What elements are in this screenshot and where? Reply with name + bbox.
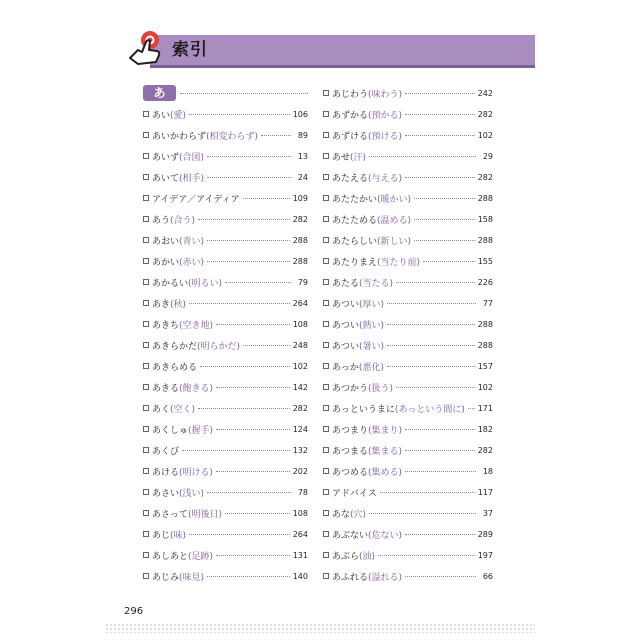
entry-page: 117	[477, 487, 493, 497]
index-entry	[143, 337, 308, 353]
entry-reading: あつい	[332, 341, 360, 352]
entry-kanji: ( 預ける )	[368, 129, 402, 142]
entry-page: 18	[482, 466, 493, 476]
entry-reading: あさい	[152, 488, 180, 499]
index-entry	[143, 232, 308, 248]
entry-kanji: ( 空く )	[170, 402, 195, 415]
entry-kanji: ( 秋 )	[170, 297, 186, 310]
leader-dots	[396, 282, 475, 283]
checkbox[interactable]	[143, 258, 149, 264]
index-entry	[143, 169, 308, 185]
entry-page: 142	[292, 382, 308, 392]
entry-page: 288	[477, 340, 493, 350]
entry-reading: あぶない	[332, 530, 369, 541]
index-entry	[143, 463, 308, 479]
index-title: 索引	[172, 40, 208, 60]
leader-dots	[216, 471, 290, 472]
entry-page: 248	[292, 340, 308, 350]
leader-dots	[414, 198, 475, 199]
checkbox[interactable]	[143, 510, 149, 516]
entry-kanji: ( 温める )	[377, 213, 411, 226]
hand-pointer-icon	[124, 28, 170, 68]
entry-kanji: ( 味見 )	[179, 570, 204, 583]
checkbox[interactable]	[323, 195, 329, 201]
entry-page: 78	[297, 487, 308, 497]
entry-reading: あしあと	[152, 551, 189, 562]
checkbox[interactable]	[323, 552, 329, 558]
entry-page: 202	[292, 466, 308, 476]
leader-dots	[380, 492, 475, 493]
entry-kanji: ( 合う )	[170, 213, 195, 226]
checkbox[interactable]	[323, 447, 329, 453]
entry-page: 102	[477, 382, 493, 392]
entry-reading: あな	[332, 509, 351, 520]
entry-page: 66	[482, 571, 493, 581]
entry-reading: あつまり	[332, 425, 369, 436]
leader-dots	[423, 261, 475, 262]
index-entry	[323, 484, 493, 500]
index-entry	[143, 568, 308, 584]
checkbox[interactable]	[323, 342, 329, 348]
checkbox[interactable]	[323, 111, 329, 117]
index-entry	[143, 421, 308, 437]
checkbox[interactable]	[143, 300, 149, 306]
index-entry	[323, 232, 493, 248]
checkbox[interactable]	[143, 489, 149, 495]
checkbox[interactable]	[143, 237, 149, 243]
entry-reading: あっか	[332, 362, 359, 373]
entry-kanji: ( 悪化 )	[359, 360, 384, 373]
entry-kanji: ( 当たる )	[359, 276, 393, 289]
leader-dots	[182, 450, 290, 451]
index-entry	[323, 106, 493, 122]
checkbox[interactable]	[323, 237, 329, 243]
entry-reading: あかるい	[152, 278, 189, 289]
entry-reading: あくび	[152, 446, 180, 457]
index-entry	[323, 379, 493, 395]
index-entry	[143, 526, 308, 542]
leader-dots	[225, 282, 291, 283]
section-badge-a: あ	[143, 85, 176, 101]
index-entry	[143, 379, 308, 395]
entry-reading: あたえる	[332, 173, 369, 184]
index-entry	[323, 253, 493, 269]
entry-reading: あせ	[332, 152, 351, 163]
entry-kanji: ( 当たり前 )	[377, 255, 420, 268]
entry-reading: あく	[152, 404, 171, 415]
entry-page: 102	[292, 361, 308, 371]
entry-kanji: ( 預かる )	[368, 108, 402, 121]
entry-kanji: ( 油 )	[359, 549, 375, 562]
index-entry	[143, 253, 308, 269]
entry-page: 264	[292, 298, 308, 308]
leader-dots	[414, 240, 475, 241]
leader-dots	[405, 93, 475, 94]
index-entry	[143, 127, 308, 143]
index-entry	[143, 190, 308, 206]
entry-kanji: ( 浅い )	[179, 486, 204, 499]
entry-reading: あずける	[332, 131, 369, 142]
leader-dots	[405, 471, 476, 472]
checkbox[interactable]	[143, 321, 149, 327]
entry-reading: あさって	[152, 509, 189, 520]
checkbox[interactable]	[323, 384, 329, 390]
entry-kanji: ( 与える )	[368, 171, 402, 184]
index-entry	[323, 316, 493, 332]
entry-page: 282	[292, 403, 308, 413]
entry-kanji: ( 明ける )	[179, 465, 213, 478]
entry-reading: あつい	[332, 299, 360, 310]
entry-reading: アドバイス	[332, 488, 377, 499]
checkbox[interactable]	[323, 300, 329, 306]
index-entry	[143, 316, 308, 332]
entry-kanji: ( 相手 )	[179, 171, 204, 184]
checkbox[interactable]	[323, 258, 329, 264]
leader-dots	[243, 345, 290, 346]
entry-kanji: ( 新しい )	[377, 234, 411, 247]
leader-dots	[207, 492, 291, 493]
entry-reading: あつまる	[332, 446, 369, 457]
entry-page: 29	[482, 151, 493, 161]
entry-page: 288	[477, 319, 493, 329]
index-entry	[323, 148, 493, 164]
leader-dots	[225, 513, 290, 514]
leader-dots	[198, 219, 290, 220]
entry-reading: あける	[152, 467, 180, 478]
entry-kanji: ( 明るい )	[188, 276, 222, 289]
checkbox[interactable]	[323, 426, 329, 432]
checkbox[interactable]	[323, 321, 329, 327]
checkbox[interactable]	[323, 279, 329, 285]
leader-dots	[216, 429, 290, 430]
index-entry	[323, 463, 493, 479]
leader-dots	[261, 135, 291, 136]
leader-dots	[200, 366, 290, 367]
leader-dots	[216, 387, 290, 388]
entry-reading: あっというまに	[332, 404, 395, 415]
entry-page: 77	[482, 298, 493, 308]
leader-dots	[396, 387, 475, 388]
index-entry	[323, 337, 493, 353]
leader-dots	[405, 114, 475, 115]
entry-reading: あきち	[152, 320, 180, 331]
entry-page: 282	[477, 109, 493, 119]
entry-page: 158	[477, 214, 493, 224]
entry-page: 182	[477, 424, 493, 434]
entry-reading: あたためる	[332, 215, 378, 226]
entry-page: 109	[292, 193, 308, 203]
entry-page: 288	[477, 193, 493, 203]
entry-kanji: ( 青い )	[179, 234, 204, 247]
entry-kanji: ( 味 )	[170, 528, 186, 541]
leader-dots	[198, 408, 290, 409]
entry-reading: あきらめる	[152, 362, 198, 373]
index-entry	[143, 358, 308, 374]
index-entry	[323, 547, 493, 563]
index-entry	[323, 400, 493, 416]
index-entry	[323, 127, 493, 143]
checkbox[interactable]	[323, 174, 329, 180]
checkbox[interactable]	[323, 468, 329, 474]
entry-kanji: ( 穴 )	[350, 507, 366, 520]
entry-kanji: ( 集まり )	[368, 423, 402, 436]
index-entry	[143, 148, 308, 164]
entry-kanji: ( 熱い )	[359, 318, 384, 331]
checkbox[interactable]	[323, 153, 329, 159]
entry-reading: あくしゅ	[152, 425, 189, 436]
page-number: 296	[124, 606, 144, 617]
entry-reading: あきらかだ	[152, 341, 198, 352]
leader-dots	[405, 534, 475, 535]
checkbox[interactable]	[323, 489, 329, 495]
entry-page: 157	[477, 361, 493, 371]
checkbox[interactable]	[143, 552, 149, 558]
checkbox[interactable]	[323, 531, 329, 537]
entry-page: 140	[292, 571, 308, 581]
entry-kanji: ( 赤い )	[179, 255, 204, 268]
entry-page: 124	[292, 424, 308, 434]
index-entry	[143, 274, 308, 290]
index-entry	[143, 547, 308, 563]
leader-dots	[369, 513, 476, 514]
index-entry	[323, 421, 493, 437]
entry-reading: あたる	[332, 278, 360, 289]
entry-page: 108	[292, 508, 308, 518]
entry-page: 282	[477, 172, 493, 182]
checkbox[interactable]	[323, 90, 329, 96]
checkbox[interactable]	[323, 573, 329, 579]
checkbox[interactable]	[143, 342, 149, 348]
checkbox[interactable]	[143, 195, 149, 201]
entry-page: 282	[477, 445, 493, 455]
index-entry	[143, 442, 308, 458]
entry-reading: あつめる	[332, 467, 369, 478]
index-entry	[323, 211, 493, 227]
entry-reading: あおい	[152, 236, 180, 247]
index-entry	[143, 505, 308, 521]
checkbox[interactable]	[323, 216, 329, 222]
entry-kanji: ( 味わう )	[368, 87, 402, 100]
leader-dots	[189, 534, 290, 535]
checkbox[interactable]	[143, 132, 149, 138]
entry-page: 37	[482, 508, 493, 518]
entry-page: 89	[297, 130, 308, 140]
entry-kanji: ( 集める )	[368, 465, 402, 478]
leader-dots	[207, 156, 291, 157]
entry-kanji: ( 厚い )	[359, 297, 384, 310]
section-divider	[180, 93, 308, 94]
entry-reading: あぶら	[332, 551, 360, 562]
entry-page: 242	[477, 88, 493, 98]
entry-reading: あい	[152, 110, 171, 121]
entry-kanji: ( 相変わらず )	[206, 129, 258, 142]
entry-page: 155	[477, 256, 493, 266]
entry-reading: アイデア／アイディア	[152, 194, 240, 205]
leader-dots	[243, 198, 290, 199]
leader-dots	[387, 366, 475, 367]
checkbox[interactable]	[143, 111, 149, 117]
leader-dots	[207, 177, 291, 178]
entry-kanji: ( 暖かい )	[377, 192, 411, 205]
entry-page: 226	[477, 277, 493, 287]
entry-page: 288	[292, 235, 308, 245]
leader-dots	[405, 576, 476, 577]
leader-dots	[189, 303, 290, 304]
index-entry	[323, 295, 493, 311]
entry-reading: あたらしい	[332, 236, 378, 247]
entry-page: 289	[477, 529, 493, 539]
entry-reading: あふれる	[332, 572, 369, 583]
entry-page: 282	[292, 214, 308, 224]
index-entry	[323, 505, 493, 521]
leader-dots	[216, 555, 290, 556]
entry-page: 197	[477, 550, 493, 560]
entry-page: 24	[297, 172, 308, 182]
entry-reading: あじみ	[152, 572, 180, 583]
entry-page: 79	[297, 277, 308, 287]
entry-reading: あつかう	[332, 383, 369, 394]
entry-kanji: ( 握手 )	[188, 423, 213, 436]
entry-page: 264	[292, 529, 308, 539]
entry-reading: あかい	[152, 257, 180, 268]
entry-page: 288	[477, 235, 493, 245]
entry-reading: あいて	[152, 173, 180, 184]
checkbox[interactable]	[143, 279, 149, 285]
leader-dots	[387, 324, 475, 325]
leader-dots	[405, 177, 475, 178]
checkbox[interactable]	[143, 174, 149, 180]
checkbox[interactable]	[143, 363, 149, 369]
leader-dots	[378, 555, 475, 556]
entry-kanji: ( 空き地 )	[179, 318, 213, 331]
index-entry	[143, 106, 308, 122]
checkbox[interactable]	[143, 384, 149, 390]
leader-dots	[405, 135, 475, 136]
index-entry	[323, 274, 493, 290]
entry-kanji: ( 飽きる )	[179, 381, 213, 394]
leader-dots	[207, 576, 290, 577]
entry-reading: あきる	[152, 383, 180, 394]
leader-dots	[387, 345, 475, 346]
entry-page: 131	[292, 550, 308, 560]
leader-dots	[405, 450, 475, 451]
index-entry	[143, 295, 308, 311]
entry-page: 171	[477, 403, 493, 413]
index-entry	[323, 358, 493, 374]
entry-kanji: ( 集まる )	[368, 444, 402, 457]
index-entry	[323, 169, 493, 185]
index-entry	[323, 526, 493, 542]
entry-page: 288	[292, 256, 308, 266]
checkbox[interactable]	[143, 573, 149, 579]
entry-kanji: ( 愛 )	[170, 108, 186, 121]
entry-reading: あき	[152, 299, 171, 310]
entry-kanji: ( 扱う )	[368, 381, 393, 394]
footer-pattern	[105, 623, 535, 633]
leader-dots	[387, 303, 476, 304]
entry-reading: あたりまえ	[332, 257, 378, 268]
entry-reading: あつい	[332, 320, 360, 331]
checkbox[interactable]	[143, 405, 149, 411]
entry-reading: あう	[152, 215, 171, 226]
entry-page: 13	[297, 151, 308, 161]
checkbox[interactable]	[323, 132, 329, 138]
index-entry	[143, 400, 308, 416]
index-entry	[323, 442, 493, 458]
entry-reading: あじわう	[332, 89, 369, 100]
checkbox[interactable]	[323, 405, 329, 411]
checkbox[interactable]	[143, 447, 149, 453]
checkbox[interactable]	[143, 216, 149, 222]
entry-kanji: ( 危ない )	[368, 528, 402, 541]
leader-dots	[189, 114, 290, 115]
entry-kanji: ( 暑い )	[359, 339, 384, 352]
checkbox[interactable]	[143, 153, 149, 159]
entry-page: 106	[292, 109, 308, 119]
entry-reading: あいず	[152, 152, 180, 163]
checkbox[interactable]	[143, 426, 149, 432]
entry-reading: あいかわらず	[152, 131, 207, 142]
entry-kanji: ( 明後日 )	[188, 507, 222, 520]
entry-reading: あたたかい	[332, 194, 378, 205]
leader-dots	[414, 219, 475, 220]
leader-dots	[369, 156, 476, 157]
leader-dots	[207, 240, 290, 241]
entry-page: 108	[292, 319, 308, 329]
entry-page: 102	[477, 130, 493, 140]
leader-dots	[207, 261, 290, 262]
entry-reading: あずかる	[332, 110, 369, 121]
index-entry	[323, 85, 493, 101]
entry-kanji: ( 明らかだ )	[197, 339, 240, 352]
checkbox[interactable]	[143, 531, 149, 537]
leader-dots	[468, 408, 475, 409]
entry-page: 132	[292, 445, 308, 455]
checkbox[interactable]	[323, 363, 329, 369]
entry-kanji: ( 足跡 )	[188, 549, 213, 562]
leader-dots	[216, 324, 290, 325]
checkbox[interactable]	[143, 468, 149, 474]
index-entry	[143, 211, 308, 227]
leader-dots	[405, 429, 475, 430]
entry-reading: あじ	[152, 530, 171, 541]
entry-kanji: ( 溢れる )	[368, 570, 402, 583]
index-entry	[323, 568, 493, 584]
entry-kanji: ( 汗 )	[350, 150, 366, 163]
entry-kanji: ( 合図 )	[179, 150, 204, 163]
entry-kanji: ( あっという間に )	[395, 402, 465, 415]
index-entry	[143, 484, 308, 500]
index-entry	[323, 190, 493, 206]
checkbox[interactable]	[323, 510, 329, 516]
